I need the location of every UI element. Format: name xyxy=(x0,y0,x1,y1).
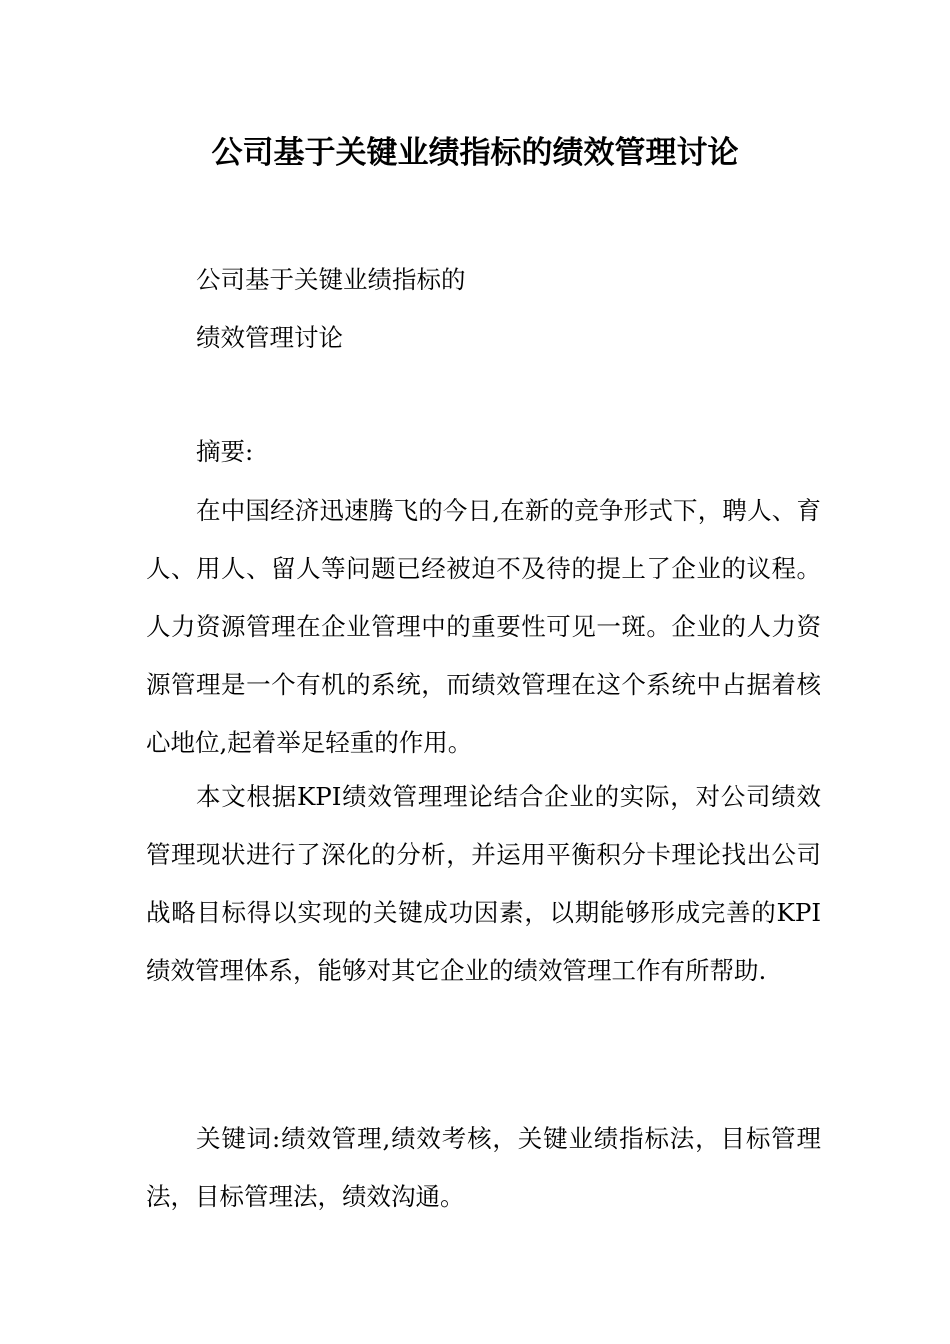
abstract-paragraph-1: 在中国经济迅速腾飞的今日,在新的竞争形式下，聘人、育人、用人、留人等问题已经被迫不及待的提上了企业的议程。人力资源管理在企业管理中的重要性可见一斑。企业的人力资源管理是一个有机的系统，而绩效管理在这个系统中占据着核心地位,起着举足轻重的作用。 xyxy=(146,496,821,757)
document-title: 公司基于关键业绩指标的绩效管理讨论 xyxy=(211,135,739,171)
subtitle-line-2: 绩效管理讨论 xyxy=(196,323,343,352)
keywords-paragraph: 关键词:绩效管理,绩效考核，关键业绩指标法，目标管理法，目标管理法，绩效沟通。 xyxy=(146,1124,821,1211)
subtitle-line-1: 公司基于关键业绩指标的 xyxy=(196,265,466,294)
abstract-heading: 摘要: xyxy=(196,437,254,466)
abstract-paragraph-2: 本文根据KPI绩效管理理论结合企业的实际，对公司绩效管理现状进行了深化的分析，并运用平衡积分卡理论找出公司战略目标得以实现的关键成功因素，以期能够形成完善的KPI绩效管理体系，能够对其它企业的绩效管理工作有所帮助. xyxy=(146,782,821,985)
